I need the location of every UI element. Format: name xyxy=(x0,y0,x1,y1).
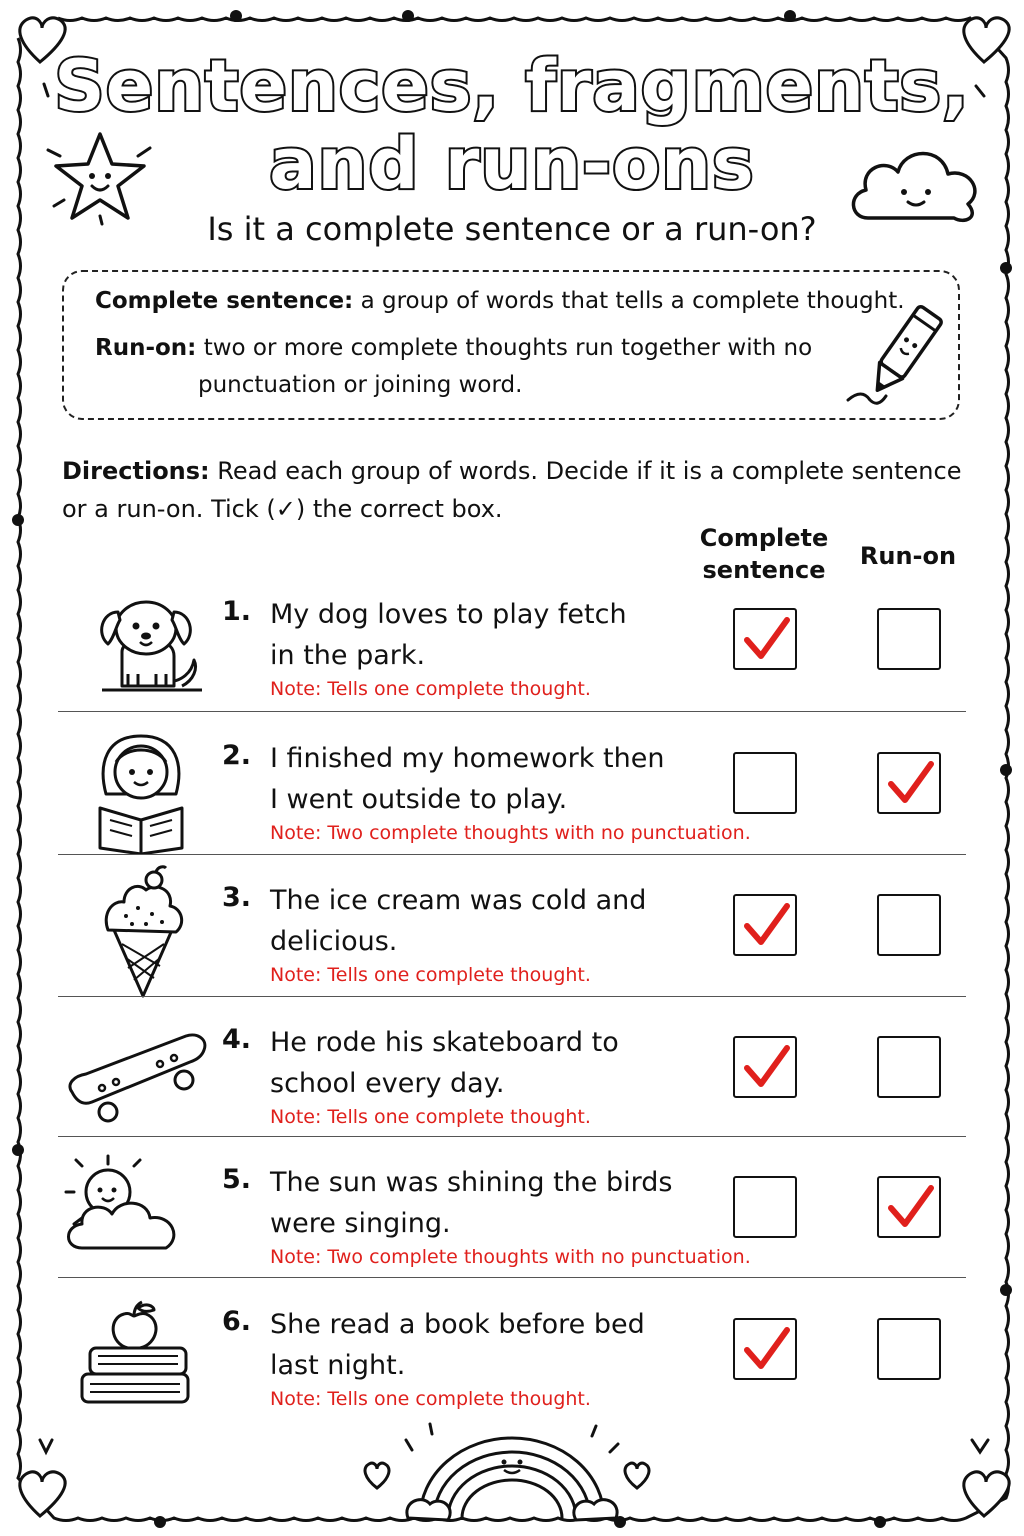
checkbox-runon[interactable] xyxy=(877,608,941,670)
checkbox-complete[interactable] xyxy=(733,1318,797,1380)
skateboard-icon xyxy=(62,1028,212,1132)
item-statement xyxy=(270,1304,710,1386)
item-number: 2. xyxy=(222,740,252,771)
ice-cream-icon xyxy=(98,864,188,1008)
checkbox-runon[interactable] xyxy=(877,1036,941,1098)
title-line-2: and run-ons xyxy=(269,123,755,205)
row-divider xyxy=(58,711,966,712)
item-statement xyxy=(270,1022,710,1104)
item-statement-line2: were singing. xyxy=(270,1208,451,1239)
sun-cloud-icon xyxy=(54,1152,194,1266)
definition-runon-text-2: punctuation or joining word. xyxy=(198,372,523,398)
definition-runon xyxy=(95,335,812,361)
checkbox-complete[interactable] xyxy=(733,608,797,670)
item-number: 6. xyxy=(222,1306,252,1337)
term-runon: Run-on: xyxy=(95,335,197,361)
directions-text-1: Read each group of words. Decide if it is a complete sentence xyxy=(217,457,962,485)
item-statement-line2: school every day. xyxy=(270,1068,505,1099)
item-number: 4. xyxy=(222,1024,252,1055)
column-header-runon: Run-on xyxy=(859,542,957,570)
item-statement xyxy=(270,738,710,820)
item-note: Note: Tells one complete thought. xyxy=(270,1388,591,1410)
rainbow-icon xyxy=(400,1418,624,1528)
item-note: Note: Tells one complete thought. xyxy=(270,678,591,700)
heart-icon xyxy=(620,1458,654,1492)
item-note: Note: Two complete thoughts with no punctuation. xyxy=(270,1246,751,1268)
definition-complete xyxy=(95,288,905,314)
item-note: Note: Two complete thoughts with no punctuation. xyxy=(270,822,751,844)
item-number: 5. xyxy=(222,1164,252,1195)
item-statement-line2: I went outside to play. xyxy=(270,784,568,815)
checkbox-complete[interactable] xyxy=(733,1176,797,1238)
checkbox-runon[interactable] xyxy=(877,1176,941,1238)
checkbox-complete[interactable] xyxy=(733,752,797,814)
definition-complete-text: a group of words that tells a complete thought. xyxy=(360,288,905,314)
title-line-1: Sentences, fragments, xyxy=(54,45,970,127)
directions xyxy=(62,452,962,528)
item-statement xyxy=(270,594,710,676)
item-statement-line1: The ice cream was cold and xyxy=(270,885,647,916)
item-statement-line1: He rode his skateboard to xyxy=(270,1027,619,1058)
row-divider xyxy=(58,996,966,997)
item-statement-line1: I finished my homework then xyxy=(270,743,665,774)
directions-label: Directions: xyxy=(62,457,210,485)
item-number: 3. xyxy=(222,882,252,913)
item-statement-line1: The sun was shining the birds xyxy=(270,1167,673,1198)
checkbox-runon[interactable] xyxy=(877,894,941,956)
girl-reading-icon xyxy=(86,724,196,858)
dog-icon xyxy=(82,590,212,704)
item-note: Note: Tells one complete thought. xyxy=(270,1106,591,1128)
column-header-complete xyxy=(692,522,836,586)
checkbox-runon[interactable] xyxy=(877,752,941,814)
directions-text-2: or a run-on. Tick (✓) the correct box. xyxy=(62,495,503,523)
checkbox-runon[interactable] xyxy=(877,1318,941,1380)
column-header-complete-line1: Complete xyxy=(699,524,829,552)
column-header-complete-line2: sentence xyxy=(702,556,826,584)
heart-icon xyxy=(360,1458,394,1492)
checkbox-complete[interactable] xyxy=(733,894,797,956)
item-statement xyxy=(270,880,710,962)
item-statement-line1: She read a book before bed xyxy=(270,1309,645,1340)
checkbox-complete[interactable] xyxy=(733,1036,797,1098)
item-statement-line2: delicious. xyxy=(270,926,398,957)
row-divider xyxy=(58,1277,966,1278)
item-number: 1. xyxy=(222,596,252,627)
item-statement xyxy=(270,1162,710,1244)
row-divider xyxy=(58,1136,966,1137)
definition-runon-text-1: two or more complete thoughts run together with no xyxy=(203,335,813,361)
item-statement-line1: My dog loves to play fetch xyxy=(270,599,627,630)
pencil-icon xyxy=(842,300,952,410)
row-divider xyxy=(58,854,966,855)
item-note: Note: Tells one complete thought. xyxy=(270,964,591,986)
term-complete: Complete sentence: xyxy=(95,288,354,314)
books-apple-icon xyxy=(68,1300,198,1414)
item-statement-line2: in the park. xyxy=(270,640,426,671)
subtitle: Is it a complete sentence or a run-on? xyxy=(207,210,817,248)
item-statement-line2: last night. xyxy=(270,1350,406,1381)
